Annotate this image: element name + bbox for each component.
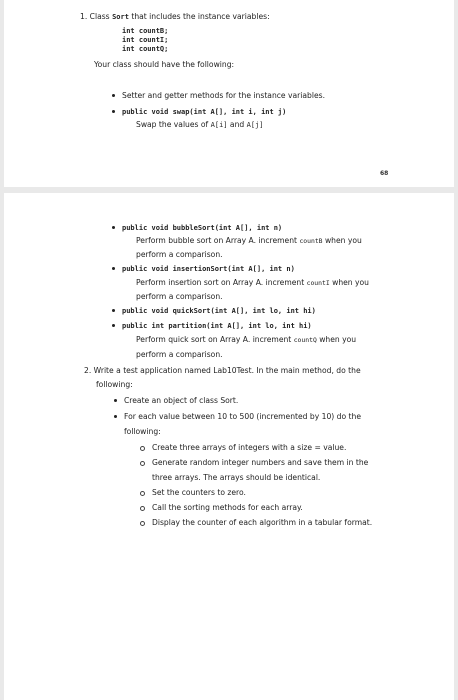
bullet-icon — [114, 415, 117, 418]
bubble-desc-counter: countB — [299, 237, 323, 245]
bubble-sort-desc-line1 — [136, 236, 362, 246]
swap-desc-ai: A[i] — [210, 121, 228, 129]
page-number: 68 — [380, 170, 389, 177]
bullet-icon — [112, 226, 115, 229]
quick-sort-desc-line1 — [136, 335, 356, 345]
question-1-heading-post: that includes the instance variables: — [128, 12, 270, 21]
sub-step-display-counters: Display the counter of each algorithm in a tabular format. — [152, 518, 373, 527]
bubble-desc-post: when you — [322, 236, 362, 245]
variable-countB: int countB; — [122, 27, 169, 35]
document-page-2 — [4, 193, 454, 700]
quick-sort-desc-line2: perform a comparison. — [136, 350, 223, 359]
bubble-sort-signature: public void bubbleSort(int A[], int n) — [122, 224, 283, 232]
question-2-line1: 2. Write a test application named Lab10Test. In the main method, do the — [84, 366, 361, 375]
class-name-sort: Sort — [112, 13, 129, 21]
insertion-desc-post: when you — [329, 278, 369, 287]
sub-step-call-sorts: Call the sorting methods for each array. — [152, 503, 303, 512]
question-1-heading — [80, 12, 270, 22]
bullet-icon — [112, 309, 115, 312]
sub-step-generate-line2: three arrays. The arrays should be identical. — [152, 473, 321, 482]
insertion-desc-counter: countI — [306, 279, 330, 287]
bubble-sort-desc-line2: perform a comparison. — [136, 250, 223, 259]
bullet-icon — [112, 324, 115, 327]
sub-step-generate-line1: Generate random integer numbers and save them in the — [152, 458, 369, 467]
quick-desc-pre: Perform quick sort on Array A. increment — [136, 335, 294, 344]
bullet-icon — [112, 267, 115, 270]
swap-desc-pre: Swap the values of — [136, 120, 211, 129]
question-1-heading-pre: 1. Class — [80, 12, 113, 21]
hollow-bullet-icon — [140, 446, 145, 451]
quick-sort-signature: public void quickSort(int A[], int lo, int hi) — [122, 307, 316, 315]
create-object-step: Create an object of class Sort. — [124, 396, 239, 405]
bullet-icon — [112, 94, 115, 97]
variable-countI: int countI; — [122, 36, 169, 44]
for-each-step-line1: For each value between 10 to 500 (incremented by 10) do the — [124, 412, 361, 421]
swap-method-signature: public void swap(int A[], int i, int j) — [122, 108, 287, 116]
question-2-line2: following: — [96, 380, 133, 389]
sub-step-create-arrays: Create three arrays of integers with a size = value. — [152, 443, 347, 452]
partition-signature: public int partition(int A[], int lo, int hi) — [122, 322, 312, 330]
bullet-icon — [112, 110, 115, 113]
for-each-step-line2: following: — [124, 427, 161, 436]
swap-description — [136, 120, 263, 130]
swap-desc-mid: and — [227, 120, 247, 129]
should-have-text: Your class should have the following: — [94, 60, 235, 69]
hollow-bullet-icon — [140, 521, 145, 526]
swap-desc-aj: A[j] — [246, 121, 264, 129]
document-page-1 — [4, 0, 454, 187]
insertion-sort-desc-line2: perform a comparison. — [136, 292, 223, 301]
sub-step-reset-counters: Set the counters to zero. — [152, 488, 246, 497]
hollow-bullet-icon — [140, 491, 145, 496]
bullet-icon — [114, 399, 117, 402]
insertion-sort-desc-line1 — [136, 278, 369, 288]
insertion-sort-signature: public void insertionSort(int A[], int n) — [122, 265, 295, 273]
hollow-bullet-icon — [140, 506, 145, 511]
quick-desc-post: when you — [316, 335, 357, 344]
bullet-setter-getter: Setter and getter methods for the instance variables. — [122, 91, 326, 100]
insertion-desc-pre: Perform insertion sort on Array A. increment — [136, 278, 307, 287]
variable-countQ: int countQ; — [122, 45, 169, 53]
bubble-desc-pre: Perform bubble sort on Array A. increment — [136, 236, 300, 245]
quick-desc-counter: countQ — [293, 336, 317, 344]
hollow-bullet-icon — [140, 461, 145, 466]
